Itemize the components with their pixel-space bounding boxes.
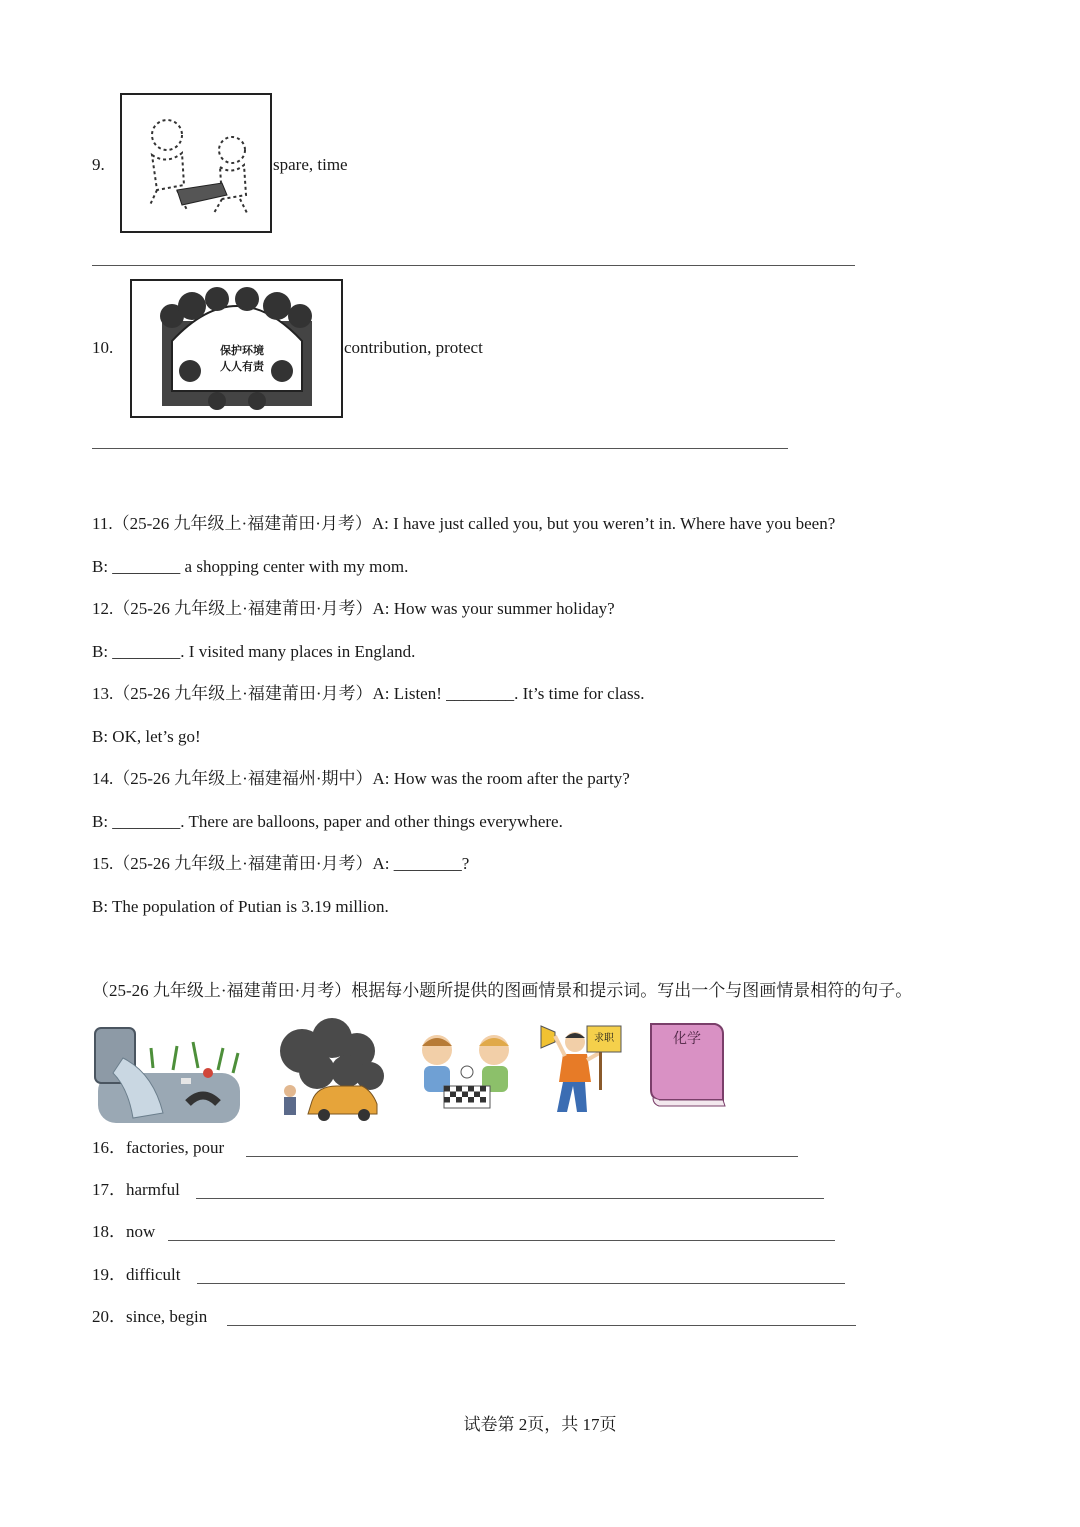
q17-answer-line[interactable] xyxy=(196,1198,824,1199)
children-reading-sketch xyxy=(122,95,270,231)
q9-number: 9. xyxy=(92,155,105,174)
q15-b: B: The population of Putian is 3.19 million. xyxy=(92,897,389,916)
job-seeker-picture xyxy=(537,1020,627,1116)
q10-picture xyxy=(130,279,343,418)
job-sign-label: 求职 xyxy=(594,1033,614,1044)
q14-a: 14.（25-26 九年级上·福建福州·期中）A: How was the room after the party? xyxy=(92,769,630,788)
q10-number: 10. xyxy=(92,338,114,357)
q13-a: 13.（25-26 九年级上·福建莆田·月考）A: Listen! ________. It’s time for class. xyxy=(92,684,645,703)
q18-answer-line[interactable] xyxy=(168,1240,835,1241)
car-smoke-picture xyxy=(272,1016,388,1122)
q13-b: B: OK, let’s go! xyxy=(92,727,201,746)
q10-sign-text: 保护环境 人人有责 xyxy=(220,344,264,373)
q20-prompt: 20．since, begin xyxy=(92,1307,208,1326)
boys-playing-chess-picture xyxy=(412,1028,522,1114)
q19-answer-line[interactable] xyxy=(197,1283,845,1284)
q11-b: B: ________ a shopping center with my mom. xyxy=(92,557,409,576)
q10-answer-line[interactable] xyxy=(92,448,788,449)
q17-prompt: 17．harmful xyxy=(92,1180,180,1199)
q10-hint: contribution, protect xyxy=(344,338,483,357)
q19-prompt: 19．difficult xyxy=(92,1265,181,1284)
q20-answer-line[interactable] xyxy=(227,1325,856,1326)
chemistry-book-picture xyxy=(645,1020,729,1108)
q9-picture xyxy=(120,93,272,233)
q15-a: 15.（25-26 九年级上·福建莆田·月考）A: ________? xyxy=(92,854,470,873)
q12-b: B: ________. I visited many places in England. xyxy=(92,642,416,661)
section-instruction: （25-26 九年级上·福建莆田·月考）根据每小题所提供的图画情景和提示词。写出一个与图画情景相符的句子。 xyxy=(92,981,913,1000)
q11-a: 11.（25-26 九年级上·福建莆田·月考）A: I have just called you, but you weren’t in. Where have you been? xyxy=(92,514,836,533)
q12-a: 12.（25-26 九年级上·福建莆田·月考）A: How was your summer holiday? xyxy=(92,599,615,618)
q18-prompt: 18．now xyxy=(92,1222,156,1241)
q9-hint: spare, time xyxy=(273,155,348,174)
q16-prompt: 16．factories, pour xyxy=(92,1138,225,1157)
pollution-pipe-picture xyxy=(93,1018,245,1126)
q16-answer-line[interactable] xyxy=(246,1156,798,1157)
q9-answer-line[interactable] xyxy=(92,265,855,266)
page-footer: 试卷第 2页，共 17页 xyxy=(463,1415,617,1434)
book-title: 化学 xyxy=(673,1031,701,1047)
q14-b: B: ________. There are balloons, paper and other things everywhere. xyxy=(92,812,563,831)
